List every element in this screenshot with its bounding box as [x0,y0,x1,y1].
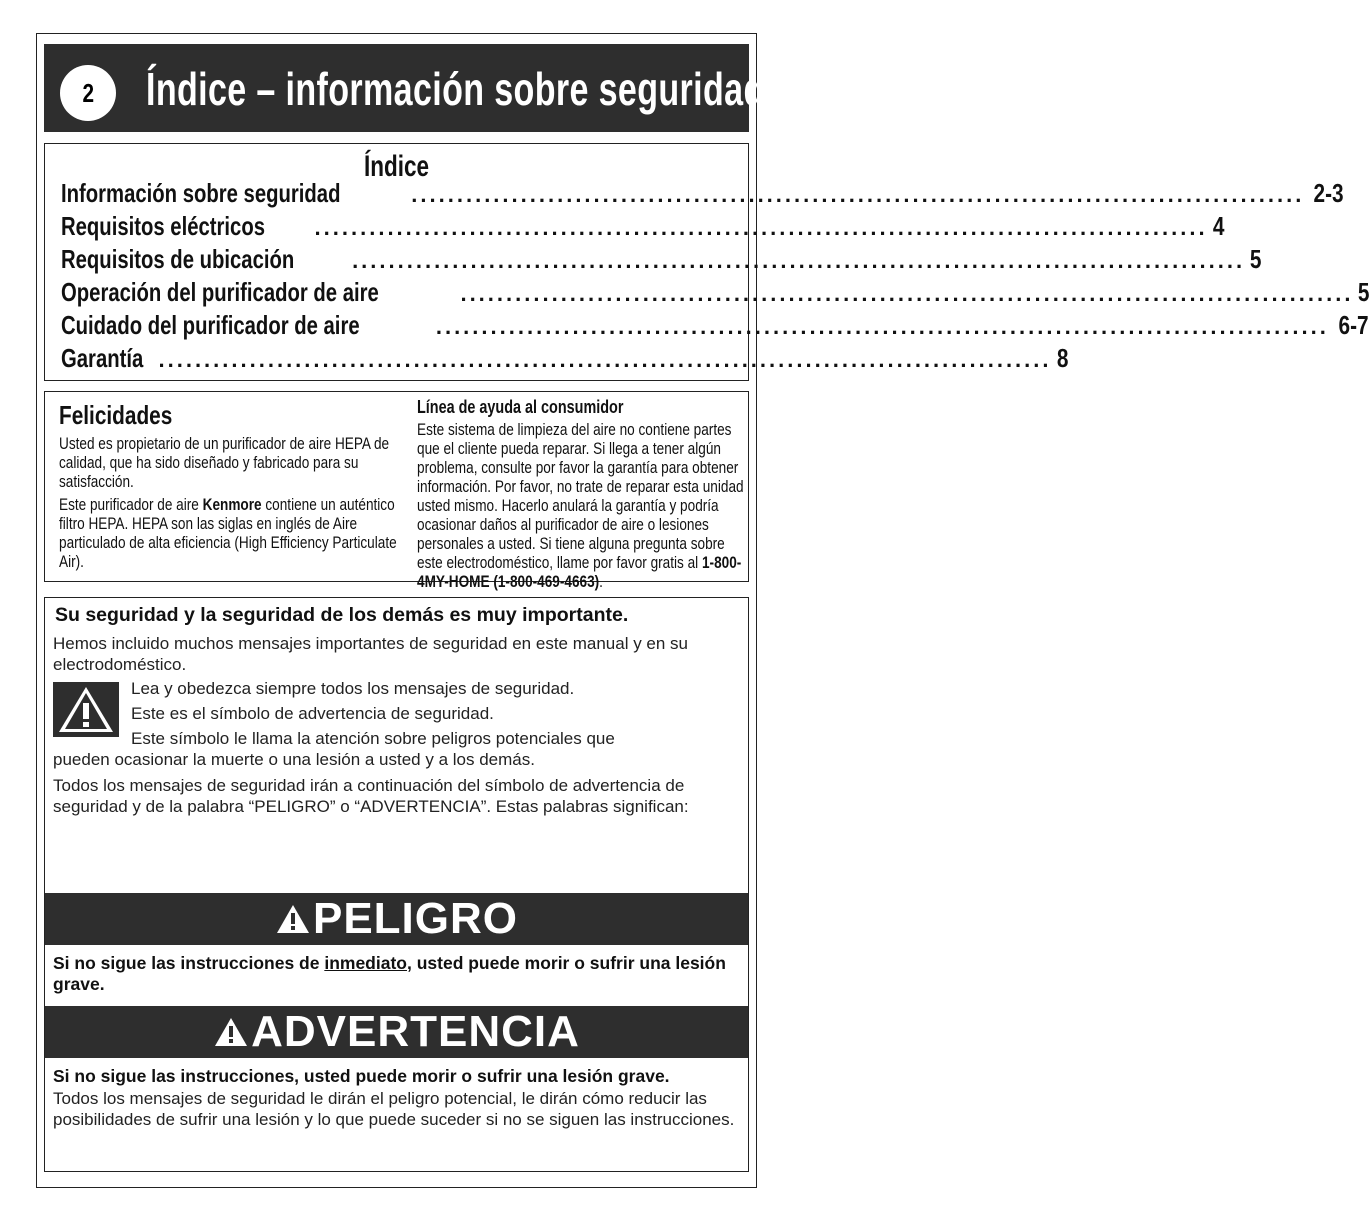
toc-item-label: Operación del purificador de aire [61,277,379,307]
toc-leader-dots: .................................................................................................. [460,281,1354,306]
danger-label [275,894,518,944]
helpline-paragraph [417,420,747,591]
toc-item-page: 8 [1056,343,1068,373]
danger-text-part: Si no sigue las instrucciones de [53,953,325,973]
safety-line-3: Este símbolo le llama la atención sobre peligros potenciales que [131,729,615,748]
congrats-column [59,400,409,571]
toc-heading: Índice [363,150,430,183]
toc-item-label: Requisitos de ubicación [61,244,295,274]
congrats-text: contiene un auténtico filtro HEPA. HEPA son las siglas en inglés de Aire particulado de alta eficiencia (High Efficiency Particulate Air). [59,495,397,571]
danger-label-text: PELIGRO [312,894,519,943]
toc-item-page: 5 [1358,277,1370,307]
safety-heading: Su seguridad y la seguridad de los demás es muy importante. [55,604,629,626]
congrats-text: Este purificador de aire [59,495,203,514]
toc-item-label: Cuidado del purificador de aire [61,310,360,340]
section-number: 2 [82,77,94,108]
congrats-paragraph-2 [59,495,409,571]
safety-line-1: Lea y obedezca siempre todos los mensajes de seguridad. [131,679,575,698]
safety-paragraph: Todos los mensajes de seguridad irán a continuación del símbolo de advertencia de seguridad y de la palabra “PELIGRO” o “ADVERTENCIA”. Estas palabras significan: [53,776,689,816]
warning-band [45,1006,748,1058]
warning-label-text: ADVERTENCIA [251,1007,580,1056]
toc-leader-dots: .................................................................................................. [411,182,1305,207]
safety-line-4: pueden ocasionar la muerte o una lesión a usted y a los demás. [53,750,535,769]
section-number-badge [60,65,116,121]
helpline-phone[interactable]: 1-800-4MY-HOME (1-800-469-4663) [417,553,742,591]
toc-item[interactable] [61,277,1370,313]
toc-item[interactable] [61,310,1369,346]
safety-intro: Hemos incluido muchos mensajes importantes de seguridad en este manual y en su electrodoméstico. [53,634,689,674]
helpline-column [417,396,747,591]
danger-triangle-icon [275,903,311,935]
toc-item-label: Requisitos eléctricos [61,211,266,241]
toc-item[interactable] [61,343,1068,379]
warning-triangle-icon [213,1016,249,1048]
danger-text-part: , usted puede morir o sufrir una lesión grave. [53,953,726,994]
toc-item[interactable] [61,211,1225,247]
danger-text-emphasis: inmediato [324,953,407,973]
warning-label [213,1007,580,1057]
info-box [44,391,749,591]
toc-leader-dots: .................................................................................................. [435,314,1329,339]
helpline-text: Este sistema de limpieza del aire no contiene partes que el cliente pueda reparar. Si llega a tener algún problema, consulte por favor la garantía para obtener información. Por favor, no trate de reparar esta unidad usted mismo. Hacerlo anulará la garantía y podría ocasionar daños al purificador de aire o lesiones personales a usted. Si tiene alguna pregunta sobre este electrodoméstico, llame por favor gratis al [417,420,744,572]
toc-item-page: 2-3 [1313,178,1344,208]
congrats-title: Felicidades [59,400,173,430]
toc-item[interactable] [61,178,1344,214]
safety-section [44,597,749,1172]
toc-item-page: 4 [1212,211,1225,241]
warning-text: Todos los mensajes de seguridad le dirán el peligro potencial, le dirán cómo reducir las posibilidades de sufrir una lesión y lo que puede suceder si no se siguen las instrucciones. [53,1089,735,1129]
page-title: Índice – información sobre seguridad [146,63,765,115]
warning-symbol-icon [53,682,119,737]
toc-leader-dots: .................................................................................................. [314,215,1208,240]
toc-item-page: 5 [1249,244,1262,274]
danger-band [45,893,748,945]
warning-bold-text: Si no sigue las instrucciones, usted puede morir o sufrir una lesión grave. [53,1066,670,1086]
congrats-paragraph: Usted es propietario de un purificador de aire HEPA de calidad, que ha sido diseñado y fabricado para su satisfacción. [59,434,390,491]
helpline-title: Línea de ayuda al consumidor [417,397,624,417]
toc-item-label: Información sobre seguridad [61,178,341,208]
toc-item-page: 6-7 [1338,310,1369,340]
helpline-end: . [599,572,603,591]
toc-leader-dots: .................................................................................................. [352,248,1246,273]
safety-line-2: Este es el símbolo de advertencia de seguridad. [131,704,494,723]
toc-leader-dots: .................................................................................................. [158,347,1052,372]
table-of-contents [44,143,1370,381]
brand-name: Kenmore [202,495,262,514]
danger-text [53,953,747,995]
toc-item[interactable] [61,244,1262,280]
toc-item-label: Garantía [61,343,144,373]
